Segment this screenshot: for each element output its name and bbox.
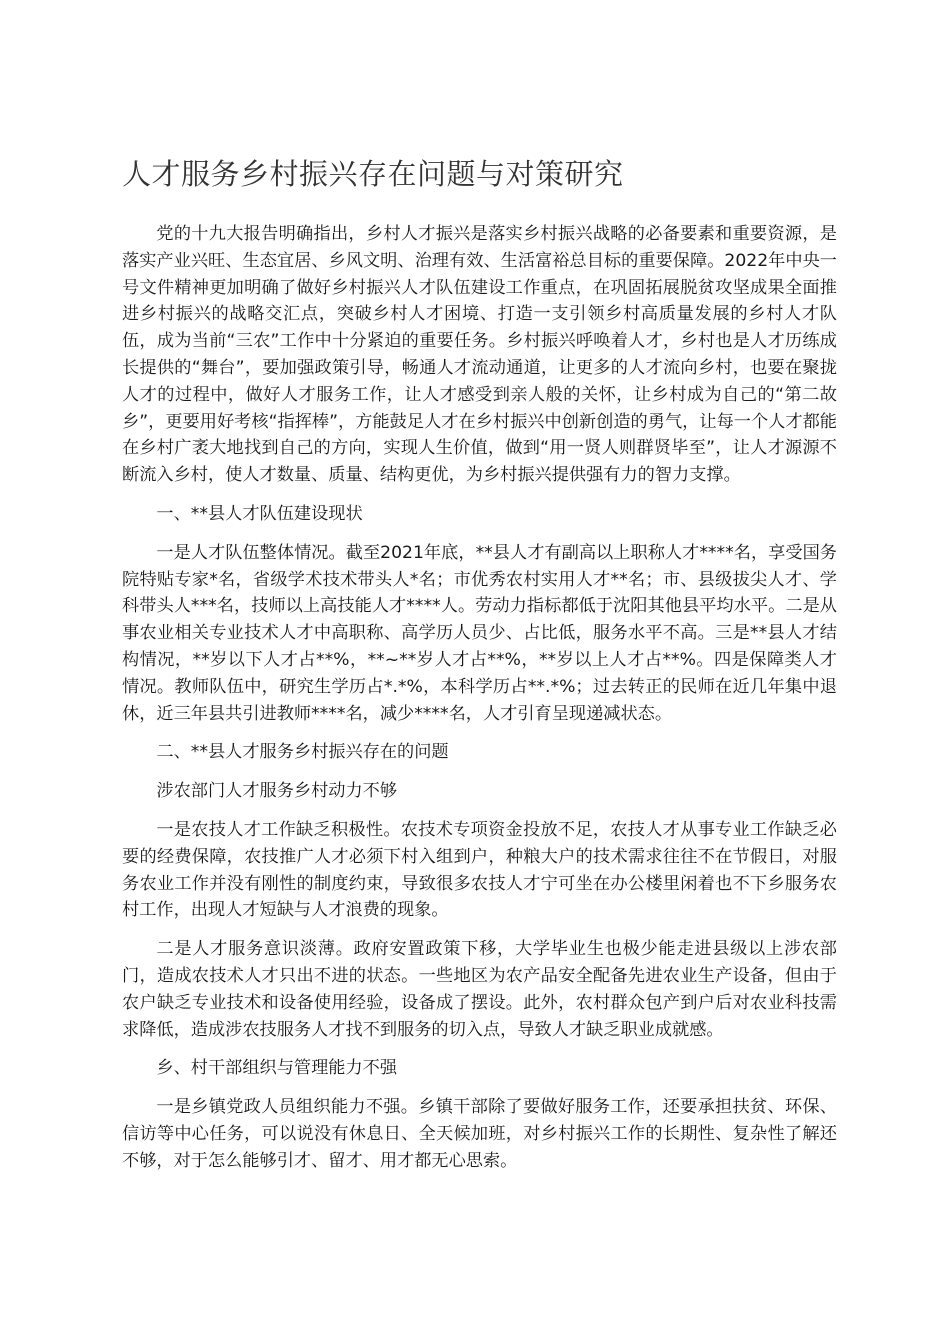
intro-paragraph: 党的十九大报告明确指出，乡村人才振兴是落实乡村振兴战略的必备要素和重要资源，是落实产业兴旺、生态宜居、乡风文明、治理有效、生活富裕总目标的重要保障。2022年中央一号文件精神更加明确了做好乡村振兴人才队伍建设工作重点，在巩固拓展脱贫攻坚成果全面推进乡村振兴的战略交汇点，突破乡村人才困境、打造一支引领乡村高质量发展的乡村人才队伍，成为当前“三农”工作中十分紧迫的重要任务。乡村振兴呼唤着人才，乡村也是人才历练成长提供的“舞台”，要加强政策引导，畅通人才流动通道，让更多的人才流向乡村，也要在聚拢人才的过程中，做好人才服务工作，让人才感受到亲人般的关怀，让乡村成为自己的“第二故乡”，更要用好考核“指挥棒”，方能鼓足人才在乡村振兴中创新创造的勇气，让每一个人才都能在乡村广袤大地找到自己的方向，实现人生价值，做到“用一贤人则群贤毕至”，让人才源源不断流入乡村，使人才数量、质量、结构更优，为乡村振兴提供强有力的智力支撑。 [122,224,837,486]
section-heading-problems: 二、**县人才服务乡村振兴存在的问题 [156,742,449,763]
subheading-agri-departments: 涉农部门人才服务乡村动力不够 [156,781,398,802]
section-status-paragraph: 一是人才队伍整体情况。截至2021年底，**县人才有副高以上职称人才****名，享受国务院特贴专家*名，省级学术技术带头人*名；市优秀农村实用人才**名；市、县级拔尖人才、学科带头人***名，技师以上高技能人才****人。劳动力指标都低于沈阳其他县平均水平。二是从事农业相关专业技术人才中高职称、高学历人员少、占比低，服务水平不高。三是**县人才结构情况，**岁以下人才占**%，**~**岁人才占**%，**岁以上人才占**%。四是保障类人才情况。教师队伍中，研究生学历占*.*%，本科学历占**.*%；过去转正的民师在近几年集中退休，近三年县共引进教师****名，减少****名，人才引育呈现递减状态。 [122,542,837,724]
paragraph-agri-tech-motivation: 一是农技人才工作缺乏积极性。农技术专项资金投放不足，农技人才从事专业工作缺乏必要的经费保障，农技推广人才必须下村入组到户，种粮大户的技术需求往往不在节假日，对服务农业工作并没有刚性的制度约束，导致很多农技人才宁可坐在办公楼里闲着也不下乡服务农村工作，出现人才短缺与人才浪费的现象。 [122,819,837,921]
subheading-cadre-capacity: 乡、村干部组织与管理能力不强 [156,1058,398,1079]
document-page [122,150,837,1187]
paragraph-township-capacity: 一是乡镇党政人员组织能力不强。乡镇干部除了要做好服务工作，还要承担扶贫、环保、信访等中心任务，可以说没有休息日、全天候加班，对乡村振兴工作的长期性、复杂性了解还不够，对于怎么能够引才、留才、用才都无心思索。 [122,1097,837,1171]
document-title: 人才服务乡村振兴存在问题与对策研究 [122,157,624,191]
section-heading-status: 一、**县人才队伍建设现状 [156,503,363,524]
paragraph-service-awareness: 二是人才服务意识淡薄。政府安置政策下移，大学毕业生也极少能走进县级以上涉农部门，造成农技术人才只出不进的状态。一些地区为农产品安全配备先进农业生产设备，但由于农户缺乏专业技术和设备使用经验，设备成了摆设。此外，农村群众包产到户后对农业科技需求降低，造成涉农技服务人才找不到服务的切入点，导致人才缺乏职业成就感。 [122,939,837,1040]
